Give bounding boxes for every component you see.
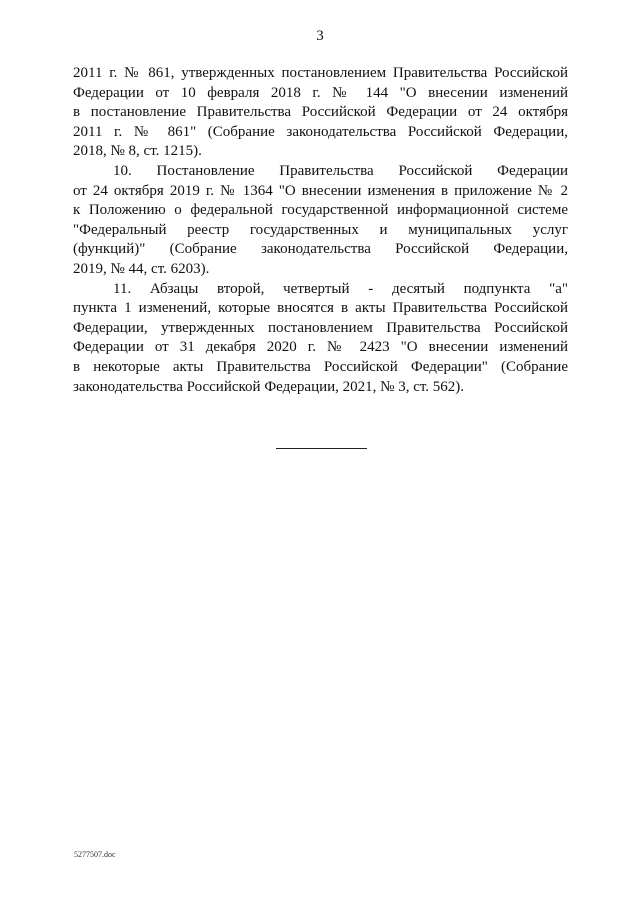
text-line: 2018, № 8, ст. 1215).	[73, 143, 202, 160]
text-line: 2019, № 44, ст. 6203).	[73, 260, 210, 277]
text-line: в некоторые акты Правительства Российской Федерации" (Собрание	[73, 358, 568, 375]
page-number: 3	[316, 28, 324, 44]
text-line: 11. Абзацы второй, четвертый - десятый подпункта "а"	[113, 280, 568, 297]
text-line: 2011 г. № 861, утвержденных постановлением Правительства Российской	[73, 65, 568, 81]
text-line: "Федеральный реестр государственных и муниципальных услуг	[73, 221, 568, 238]
text-line: 2011 г. № 861" (Собрание законодательства Российской Федерации,	[73, 123, 568, 140]
text-line: Федерации от 31 декабря 2020 г. № 2423 "О внесении изменений	[73, 339, 568, 356]
text-line: от 24 октября 2019 г. № 1364 "О внесении изменения в приложение № 2	[73, 182, 568, 199]
paragraph-item-10	[73, 162, 568, 280]
text-line: (функций)" (Собрание законодательства Российской Федерации,	[73, 241, 568, 258]
text-line: в постановление Правительства Российской Федерации от 24 октября	[73, 104, 568, 121]
text-line: Федерации, утвержденных постановлением Правительства Российской	[73, 319, 568, 336]
text-line: законодательства Российской Федерации, 2021, № 3, ст. 562).	[73, 378, 465, 395]
document-body	[73, 64, 568, 397]
paragraph-item-11	[73, 280, 568, 398]
file-reference: 5277507.doc	[74, 850, 116, 859]
text-line: пункта 1 изменений, которые вносятся в акты Правительства Российской	[73, 300, 568, 317]
text-line: 10. Постановление Правительства Российской Федерации	[113, 162, 568, 179]
paragraph-continuation	[73, 64, 568, 162]
end-separator-line	[276, 448, 367, 449]
text-line: к Положению о федеральной государственной информационной системе	[73, 202, 568, 219]
text-line: Федерации от 10 февраля 2018 г. № 144 "О внесении изменений	[73, 84, 568, 101]
